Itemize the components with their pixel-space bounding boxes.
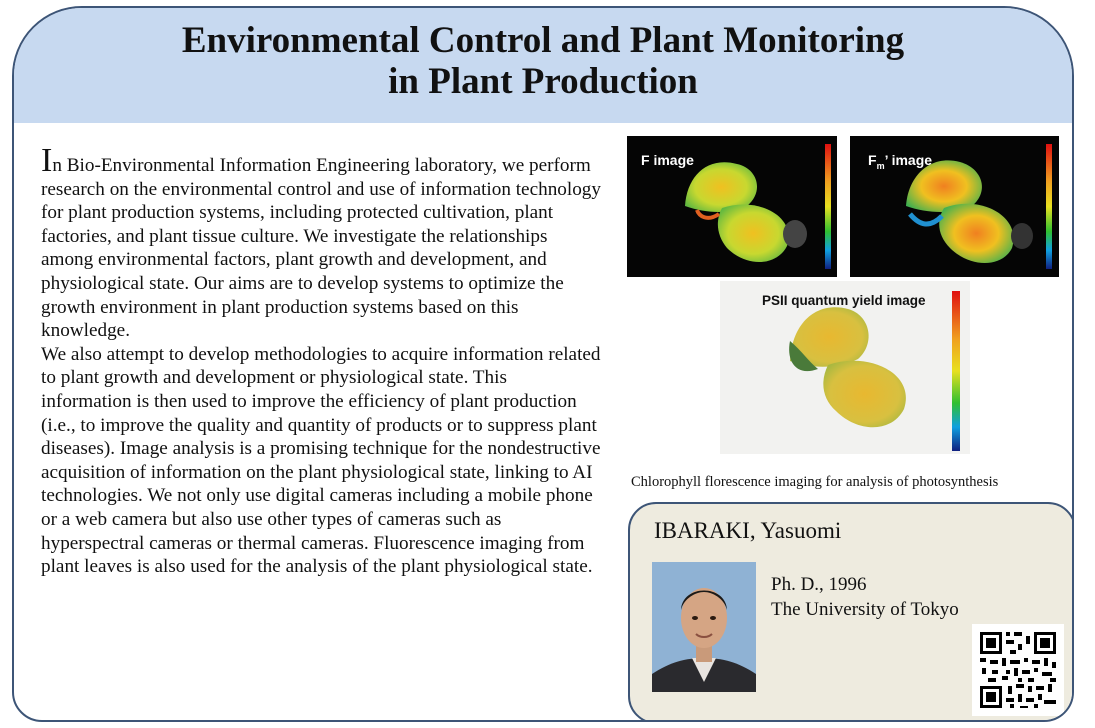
researcher-photo xyxy=(652,562,756,692)
title-line-2: in Plant Production xyxy=(388,61,698,102)
paragraph-1 xyxy=(41,142,601,343)
title-line-1: Environmental Control and Plant Monitoring xyxy=(181,20,905,61)
f-image-label: F image xyxy=(641,152,694,168)
profile-card xyxy=(628,502,1074,722)
figure-caption: Chlorophyll florescence imaging for analysis of photosynthesis xyxy=(631,474,999,490)
fm-image xyxy=(850,136,1059,277)
degree-info xyxy=(771,572,959,622)
drop-cap: I xyxy=(41,142,53,179)
header-banner xyxy=(14,8,1072,123)
fm-image-label: $F_m$’ image xyxy=(868,152,933,171)
f-image xyxy=(627,136,837,277)
psii-image xyxy=(720,281,970,454)
degree-university: The University of Tokyo xyxy=(771,599,959,620)
research-description xyxy=(41,142,601,579)
paragraph-1-text: n Bio-Environmental Information Engineering laboratory, we perform research on the environmental control and use of information technology for plant production systems, including protected cultivation, plant factories, and plant tissue culture. We investigate the relationships among environmental factors, plant growth and development, and physiological state. Our aims are to develop systems to optimize the growth environment in plant production systems based on this knowledge. xyxy=(41,155,601,342)
paragraph-2: We also attempt to develop methodologies to acquire information related to plant growth and development or physiological state. This information is then used to improve the efficiency of plant production (i.e., to improve the quality and quantity of products or to suppress plant diseases). Image analysis is a promising technique for the nondestructive acquisition of information on the plant physiological state, linking to AI technologies. We not only use digital cameras including a mobile phone or a web camera but also use other types of cameras such as hyperspectral cameras or thermal cameras. Fluorescence imaging from plant leaves is also used for the analysis of the plant physiological state. xyxy=(41,343,601,578)
qr-code[interactable] xyxy=(972,624,1064,716)
page-title xyxy=(14,8,1072,102)
poster-card xyxy=(12,6,1074,722)
degree-year: Ph. D., 1996 xyxy=(771,574,867,595)
psii-image-label: PSII quantum yield image xyxy=(762,293,926,308)
researcher-name: IBARAKI, Yasuomi xyxy=(654,518,842,543)
